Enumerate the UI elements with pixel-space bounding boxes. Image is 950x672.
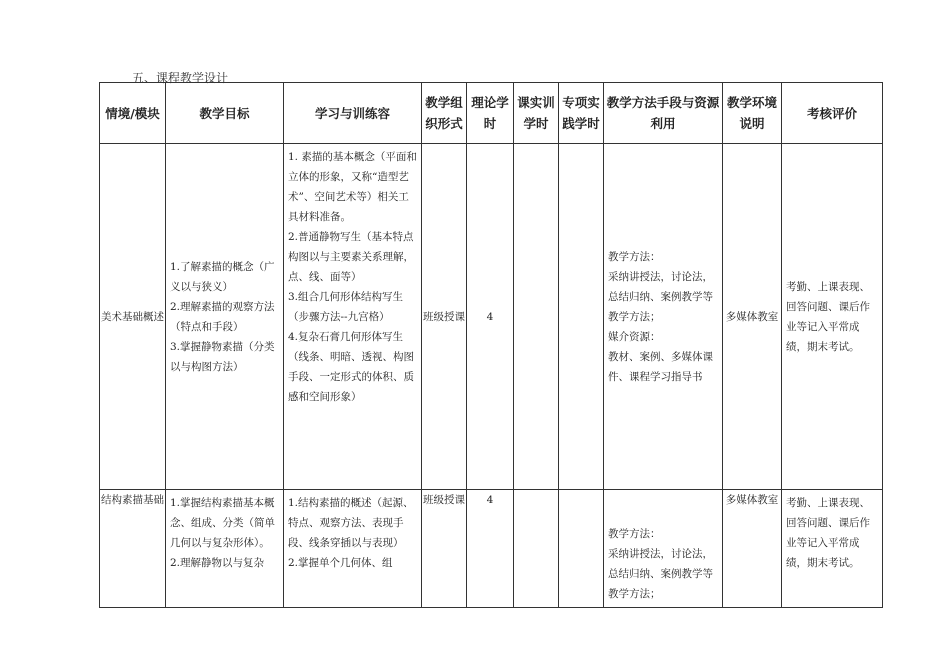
cell-scene: 美术基础概述 [100,144,166,490]
header-theory: 理论学时 [467,83,514,144]
cell-org: 班级授课 [422,144,467,490]
cell-eval: 考勤、上课表现、回答问题、课后作业等记入平常成绩，期末考试。 [782,144,883,490]
header-practice: 专项实践学时 [559,83,604,144]
header-env: 教学环境说明 [723,83,782,144]
table-row [100,490,883,608]
cell-scene: 结构素描基础 [100,490,166,608]
cell-content: 1. 素描的基本概念（平面和立体的形象，又称“造型艺术”、空间艺术等）相关工具材料准备。 2.普通静物写生（基本特点构图以与主要素关系理解，点、线、面等） 3.组合几何形体结构写生（步骤方法--九宫格） 4.复杂石膏几何形体写生（线条、明暗、透视、构图手段、一定形式的体积、质感和空间形象） [284,144,422,490]
cell-org: 班级授课 [422,490,467,608]
cell-env: 多媒体教室 [723,144,782,490]
cell-method: 教学方法： 采纳讲授法，讨论法，总结归纳、案例教学等教学方法； 媒介资源： 教材、案例、多媒体课件、课程学习指导书 [604,144,723,490]
cell-eval: 考勤、上课表现、回答问题、课后作业等记入平常成绩，期末考试。 [782,490,883,608]
cell-lab [514,144,559,490]
cell-theory: 4 [467,144,514,490]
cell-practice [559,490,604,608]
cell-practice [559,144,604,490]
cell-goal: 1.掌握结构素描基本概念、组成、分类（简单几何以与复杂形体）。 2.理解静物以与复杂 [166,490,284,608]
header-lab: 课实训学时 [514,83,559,144]
cell-env: 多媒体教室 [723,490,782,608]
cell-goal: 1.了解素描的概念（广义以与狭义） 2.理解素描的观察方法（特点和手段） 3.掌握静物素描（分类以与构图方法） [166,144,284,490]
cell-method: 教学方法： 采纳讲授法，讨论法，总结归纳、案例教学等教学方法； [604,490,723,608]
cell-theory: 4 [467,490,514,608]
header-org: 教学组织形式 [422,83,467,144]
header-eval: 考核评价 [782,83,883,144]
header-method: 教学方法手段与资源利用 [604,83,723,144]
section-title: 五、课程教学设计 [132,71,229,85]
table-row [100,144,883,490]
course-design-table [99,82,883,608]
header-scene: 情境/模块 [100,83,166,144]
cell-content: 1.结构素描的概述（起源、特点、观察方法、表现手段、线条穿插以与表现） 2.掌握单个几何体、组 [284,490,422,608]
cell-lab [514,490,559,608]
header-goal: 教学目标 [166,83,284,144]
table-header-row [100,83,883,144]
header-content: 学习与训练容 [284,83,422,144]
